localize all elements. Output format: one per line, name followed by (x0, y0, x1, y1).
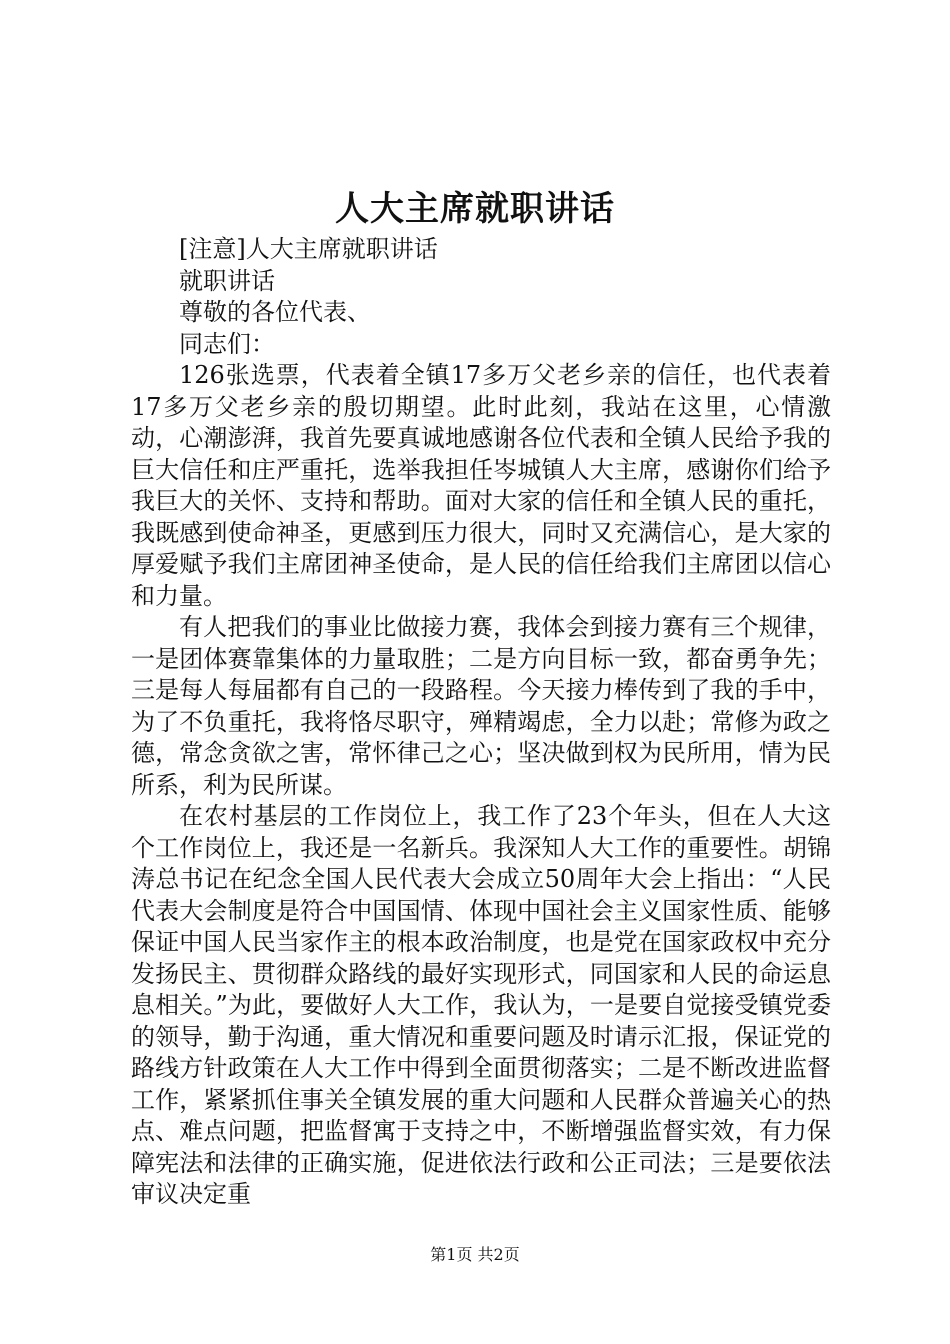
paragraph-body-1: 126张选票，代表着全镇17多万父老乡亲的信任，也代表着17多万父老乡亲的殷切期望。此时此刻，我站在这里，心情激动，心潮澎湃，我首先要真诚地感谢各位代表和全镇人民给予我的巨大信任和庄严重托，选举我担任岑城镇人大主席，感谢你们给予我巨大的关怀、支持和帮助。面对大家的信任和全镇人民的重托，我既感到使命神圣，更感到压力很大，同时又充满信心，是大家的厚爱赋予我们主席团神圣使命，是人民的信任给我们主席团以信心和力量。 (131, 361, 831, 610)
paragraph-body-2: 有人把我们的事业比做接力赛，我体会到接力赛有三个规律，一是团体赛靠集体的力量取胜；二是方向目标一致，都奋勇争先；三是每人每届都有自己的一段路程。今天接力棒传到了我的手中，为了不负重托，我将恪尽职守，殚精竭虑，全力以赴；常修为政之德，常念贪欲之害，常怀律己之心；坚决做到权为民所用，情为民所系，利为民所谋。 (131, 613, 831, 799)
page-footer: 第1页 共2页 (430, 1245, 520, 1264)
document-body (131, 234, 831, 1211)
paragraph-note: [注意]人大主席就职讲话 (179, 235, 438, 263)
paragraph-salutation-2: 同志们： (179, 329, 275, 358)
paragraph-salutation-1: 尊敬的各位代表、 (179, 298, 371, 326)
paragraph-heading: 就职讲话 (179, 266, 275, 295)
document-title: 人大主席就职讲话 (335, 189, 615, 229)
paragraph-body-3: 在农村基层的工作岗位上，我工作了23个年头，但在人大这个工作岗位上，我还是一名新兵。我深知人大工作的重要性。胡锦涛总书记在纪念全国人民代表大会成立50周年大会上指出：“人民代表大会制度是符合中国国情、体现中国社会主义国家性质、能够保证中国人民当家作主的根本政治制度，也是党在国家政权中充分发扬民主、贯彻群众路线的最好实现形式，同国家和人民的命运息息相关。”为此，要做好人大工作，我认为，一是要自觉接受镇党委的领导，勤于沟通，重大情况和重要问题及时请示汇报，保证党的路线方针政策在人大工作中得到全面贯彻落实；二是不断改进监督工作，紧紧抓住事关全镇发展的重大问题和人民群众普遍关心的热点、难点问题，把监督寓于支持之中，不断增强监督实效，有力保障宪法和法律的正确实施，促进依法行政和公正司法；三是要依法审议决定重 (131, 802, 831, 1208)
